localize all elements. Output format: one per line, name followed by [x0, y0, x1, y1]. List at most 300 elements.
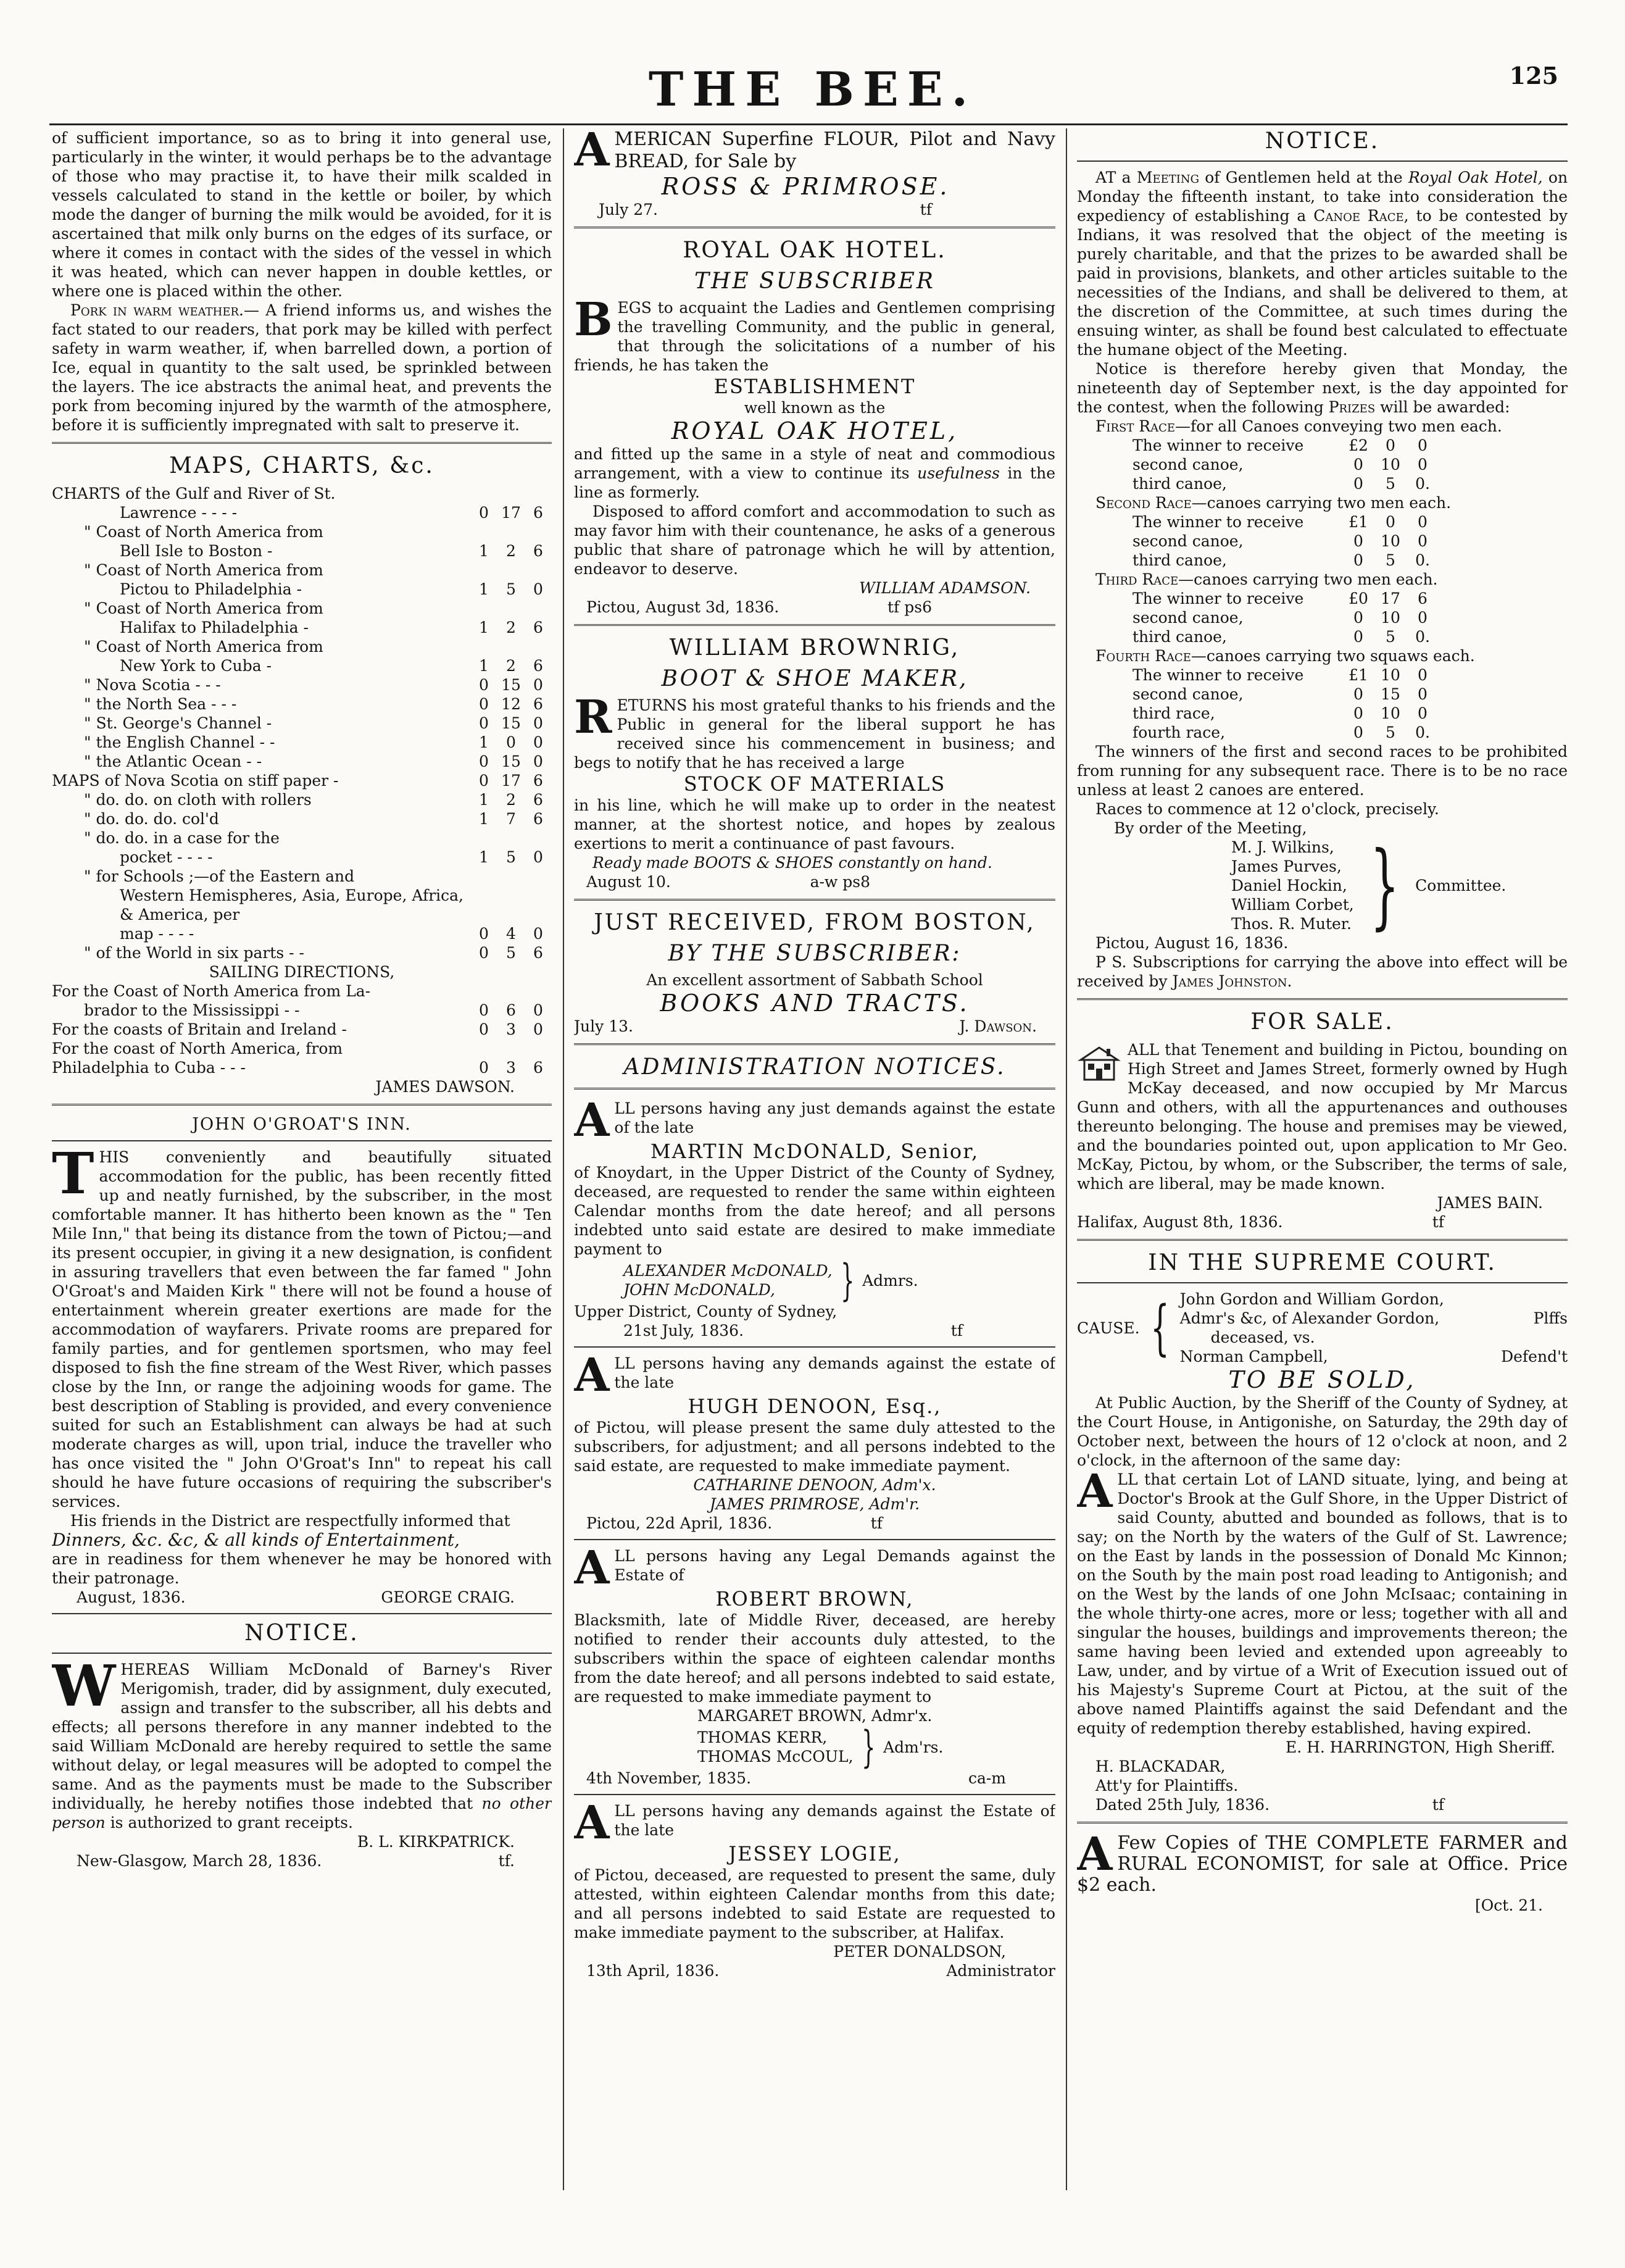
prize-shillings: 10 [1381, 532, 1400, 550]
admin-3-signer: THOMAS McCOUL, [697, 1748, 854, 1766]
admin-3-footer [574, 1769, 1055, 1788]
cause-defendant: Defend't [1501, 1348, 1568, 1365]
price-row [52, 714, 552, 733]
pork-lead: Pork in warm weather. [70, 301, 244, 319]
admin-2-text: of Pictou, will please present the same duly attested to the subscribers, for adjustment; and all persons indebted to the said estate, are requested to make immediate payment. [574, 1419, 1055, 1475]
price-pounds: 0 [479, 1001, 489, 1019]
price-shillings: 5 [506, 944, 516, 962]
notice-signature: B. L. KIRKPATRICK. [357, 1833, 515, 1851]
prize-row [1077, 704, 1568, 723]
prize-row [1077, 532, 1568, 551]
price-row [52, 790, 552, 809]
boston-signature: J. Dawson. [959, 1017, 1037, 1035]
sale-paragraph: ALL that Tenement and building in Pictou, bounding on High Street and James Street, formerly owned by Hugh McKay deceased, and now occupied by Mr Marcus Gunn and others, with all the appurtenances and outhouses thereunto belonging. The house and premises may be viewed, and the boundaries pointed out, upon application to Mr Geo. McKay, Pictou, by whom, or the Subscriber, the terms of sale, which are liberal, may be made known. [1077, 1041, 1568, 1193]
drop-cap: B [574, 293, 613, 346]
admin-1-signer: JOHN McDONALD, [623, 1281, 775, 1299]
committee-member: M. J. Wilkins, [1231, 838, 1334, 856]
price-shillings [497, 599, 525, 618]
admin-2-signer: CATHARINE DENOON, Adm'x. [693, 1476, 936, 1494]
prize-pence: 0 [1418, 436, 1428, 454]
price-pence: 6 [533, 695, 543, 713]
price-row [52, 867, 552, 886]
price-pence: 0 [533, 848, 543, 866]
price-label: " of the World in six parts - - [84, 944, 304, 962]
price-pence: 6 [533, 810, 543, 828]
admin-notice-2: ALL persons having any demands against the estate of the late [574, 1349, 1055, 1402]
boston-date: July 13. [574, 1017, 633, 1035]
prize-shillings: 10 [1381, 666, 1400, 684]
prize-row [1077, 723, 1568, 742]
sale-tf: tf [1432, 1213, 1444, 1231]
sold-footer [1077, 1795, 1568, 1814]
column-divider [1066, 128, 1067, 2190]
hotel-date: Pictou, August 3d, 1836. [586, 598, 779, 616]
prize-pence: 0. [1415, 475, 1430, 493]
cause-line: Norman Campbell, [1179, 1348, 1328, 1365]
price-row [52, 733, 552, 752]
price-pounds: 1 [479, 848, 489, 866]
prize-row [1077, 551, 1568, 570]
drop-cap: A [574, 1349, 610, 1402]
price-pence: 6 [533, 791, 543, 809]
separator [1077, 1282, 1568, 1283]
price-label: " do. do. do. col'd [84, 810, 219, 828]
price-row [52, 580, 552, 599]
cause-line: John Gordon and William Gordon, [1179, 1290, 1444, 1308]
price-shillings: 2 [506, 619, 516, 636]
price-label: Pictou to Philadelphia - [120, 580, 302, 598]
price-pence [525, 522, 552, 541]
canoe-paragraph-3: The winners of the first and second races to be prohibited from running for any subsequent race. There is to be no race unless at least 2 canoes are entered. [1077, 743, 1568, 799]
prize-pence: 0. [1415, 723, 1430, 741]
price-pounds: 1 [479, 619, 489, 636]
prize-label: third canoe, [1133, 628, 1227, 646]
prize-shillings: 0 [1386, 513, 1395, 531]
notice-paragraph: WHEREAS William McDonald of Barney's River Merigomish, trader, did by assignment, duly executed, assign and transfer to the subscriber, all his debts and effects; all persons therefore in any manner indebted to the said William McDonald are hereby required to settle the same without delay, or legal measures will be adopted to compel the same. And as the payments must be made to the Subscriber individually, he hereby notifies those indebted that no other person is authorized to grant receipts. [52, 1653, 552, 1832]
price-row [52, 752, 552, 771]
brownrig-paragraph-1: RETURNS his most grateful thanks to his friends and the Public in general for the liberal support he has received since his commencement in business; and begs to notify that he has received a large [574, 691, 1055, 772]
price-row [52, 1001, 552, 1020]
price-label: " for Schools ;—of the Eastern and [84, 867, 355, 885]
sold-date: Dated 25th July, 1836. [1095, 1796, 1270, 1814]
price-label: " Coast of North America from [84, 599, 323, 617]
inn-signature: GEORGE CRAIG. [381, 1588, 515, 1606]
price-label: For the Coast of North America from La- [52, 982, 371, 1000]
cause-line: Admr's &c, of Alexander Gordon, [1179, 1309, 1440, 1327]
sale-date: Halifax, August 8th, 1836. [1077, 1213, 1283, 1231]
price-shillings [497, 982, 525, 1001]
price-row [52, 886, 552, 924]
race-2-prizes [1077, 512, 1568, 570]
price-label: " St. George's Channel - [84, 714, 272, 732]
prize-label: The winner to receive [1133, 666, 1304, 684]
prize-row [1077, 589, 1568, 608]
price-label: For the coasts of Britain and Ireland - [52, 1020, 347, 1038]
admin-4-footer [574, 1961, 1055, 1980]
drop-cap: A [574, 128, 610, 177]
prize-label: The winner to receive [1133, 513, 1304, 531]
cause-parties [1180, 1290, 1568, 1366]
price-shillings [497, 637, 525, 656]
court-heading: IN THE SUPREME COURT. [1148, 1250, 1497, 1275]
canoe-date: Pictou, August 16, 1836. [1095, 934, 1289, 952]
prize-pounds: £0 [1349, 590, 1368, 607]
price-shillings: 7 [506, 810, 516, 828]
price-shillings: 3 [506, 1059, 516, 1077]
drop-cap: T [52, 1140, 94, 1207]
prize-pounds: £1 [1349, 513, 1368, 531]
brownrig-date: August 10. [586, 873, 671, 891]
inn-paragraph: THIS conveniently and beautifully situated accommodation for the public, has been recently fitted up and neatly furnished, by the subscriber, in the most comfortable manner. It has hitherto been known as the " Ten Mile Inn," that being its distance from the town of Pictou;—and its present occupier, in giving it a new designation, is confident in assuring travellers that even between the far famed " John O'Groat's and Maiden Kirk " there will not be found a house of entertainment wherein greater exertions are made for the accommodation of wayfarers. Private rooms are prepared for family parties, and for gentlemen sportsmen, who may feel disposed to fish the fine stream of the West River, which passes close by the Inn, or range the adjoining woods for game. The best description of Stabling is provided, and every convenience suited for such an Establishment can always be had at such moderate charges as will, upon trial, induce the traveller who has once visited the " John O'Groat's Inn" to repeat his call should he have future occasions of requiring the subscriber's services. [52, 1140, 552, 1511]
prize-shillings: 5 [1386, 475, 1395, 493]
sailing-heading: SAILING DIRECTIONS, [209, 963, 395, 981]
admin-heading: ADMINISTRATION NOTICES. [623, 1054, 1006, 1080]
price-pounds: 0 [479, 1020, 489, 1038]
price-pence: 6 [533, 619, 543, 636]
price-pence: 0 [533, 753, 543, 770]
canoe-notice-heading: NOTICE. [1265, 128, 1380, 154]
separator [574, 1539, 1055, 1540]
price-row [52, 771, 552, 790]
sale-signature: JAMES BAIN. [1437, 1194, 1543, 1212]
price-row [52, 522, 552, 541]
price-pounds [470, 522, 497, 541]
price-shillings [497, 828, 525, 848]
prize-pence: 0. [1415, 628, 1430, 646]
separator [1077, 161, 1568, 162]
separator [1077, 1239, 1568, 1243]
hotel-paragraph-2: and fitted up the same in a style of neat and commodious arrangement, with a view to continue its usefulness in the line as formerly. [574, 445, 1055, 501]
prize-shillings: 0 [1386, 436, 1395, 454]
sheriff-signature: E. H. HARRINGTON, High Sheriff. [1285, 1738, 1555, 1756]
admin-3-signer: THOMAS KERR, [697, 1728, 828, 1746]
price-row [52, 943, 552, 962]
prize-pounds: £2 [1349, 436, 1368, 454]
attorney-role: Att'y for Plaintiffs. [1095, 1777, 1239, 1795]
admin-4-name: JESSEY LOGIE, [728, 1842, 901, 1866]
house-icon [1077, 1044, 1121, 1082]
column-2 [574, 128, 1055, 1980]
brownrig-paragraph-2: in his line, which he will make up to order in the neatest manner, at the shortest notice, and hopes by zealous exertions to merit a continuance of past favours. [574, 796, 1055, 853]
separator [574, 227, 1055, 230]
drop-cap: A [574, 1541, 610, 1595]
masthead-title: THE BEE. [648, 62, 977, 117]
inn-patronage: are in readiness for them whenever he may be honored with their patronage. [52, 1550, 552, 1587]
prize-row [1077, 512, 1568, 532]
price-pence: 6 [533, 944, 543, 962]
committee-member: William Corbet, [1231, 896, 1354, 914]
admin-2-name: HUGH DENOON, Esq., [688, 1395, 942, 1418]
header-rule [49, 123, 1568, 125]
price-label: MAPS of Nova Scotia on stiff paper - [52, 772, 339, 790]
price-row [52, 809, 552, 828]
price-pounds: 0 [479, 772, 489, 790]
price-shillings: 2 [506, 791, 516, 809]
price-label: Western Hemispheres, Asia, Europe, Africa, & America, per [120, 886, 464, 923]
sold-paragraph-2: ALL that certain Lot of LAND situate, lying, and being at Doctor's Brook at the Gulf Shore, in the Upper District of said County, abutted and bounded as follows, that is to say; on the North by the waters of the Gulf of St. Lawrence; on the East by lands in the possession of Donald Mc Kinnon; on the South by the main post road leading to Antigonish; and on the West by the lands of one John McIsaac; containing in the whole thirty-one acres, more or less; together with all and singular the houses, buildings and improvements thereon; the same having been levied and extended upon agreeably to Law, under, and by virtue of a Writ of Execution issued out of his Majesty's Supreme Court at Pictou, at the suit of the above named Plaintiffs against the said Defendant and the equity of redemption thereby established, having expired. [1077, 1465, 1568, 1737]
admin-3-role: Adm'rs. [883, 1738, 944, 1756]
prize-row [1077, 627, 1568, 646]
price-label: Halifax to Philadelphia - [120, 619, 309, 636]
prize-row [1077, 608, 1568, 627]
admin-notice-4: ALL persons having any demands against the Estate of the late [574, 1796, 1055, 1849]
admin-3-text: Blacksmith, late of Middle River, deceased, are hereby notified to render their accounts duly attested, to the subscribers within the space of eighteen calendar months from the date hereof; and all persons indebted to said estate, are requested to make immediate payment to [574, 1611, 1055, 1706]
prize-pence: 0. [1415, 551, 1430, 569]
price-pence [525, 982, 552, 1001]
maps-price-list [52, 484, 552, 962]
flour-tf: tf [920, 201, 932, 219]
prize-pence: 0 [1418, 666, 1428, 684]
price-label: For the coast of North America, from [52, 1040, 343, 1057]
column-divider [563, 128, 564, 2190]
price-row [52, 484, 552, 503]
drop-cap: W [52, 1653, 116, 1719]
price-pounds [470, 1039, 497, 1058]
committee-member: James Purves, [1231, 857, 1342, 875]
flour-date: July 27. [599, 201, 658, 219]
price-label: Lawrence - - - - [120, 504, 238, 522]
committee-label: Committee. [1415, 877, 1507, 894]
price-row [52, 1058, 552, 1077]
hotel-name: ROYAL OAK HOTEL, [671, 417, 958, 444]
flour-ad: AMERICAN Superfine FLOUR, Pilot and Navy BREAD, for Sale by [574, 128, 1055, 177]
prize-label: third race, [1133, 704, 1215, 722]
committee-member: Daniel Hockin, [1231, 877, 1347, 894]
hotel-footer [574, 598, 1055, 617]
hotel-establishment: ESTABLISHMENT [713, 375, 916, 398]
race-2-heading: Second Race—canoes carrying two men each. [1095, 494, 1452, 512]
price-pence [525, 637, 552, 656]
cause-block [1077, 1290, 1568, 1366]
prize-shillings: 17 [1381, 590, 1400, 607]
prize-row [1077, 685, 1568, 704]
admin-3-tf: ca-m [968, 1769, 1006, 1787]
price-pounds [470, 867, 497, 886]
flour-footer [574, 200, 1055, 219]
price-pence: 0 [533, 925, 543, 943]
separator [574, 624, 1055, 628]
price-shillings [497, 484, 525, 503]
hotel-subheading: THE SUBSCRIBER [694, 269, 935, 294]
farmer-ad: A Few Copies of THE COMPLETE FARMER and RURAL ECONOMIST, for sale at Office. Price $2 each. [1077, 1828, 1568, 1896]
price-row [52, 982, 552, 1001]
price-row [52, 924, 552, 943]
price-pounds: 0 [479, 753, 489, 770]
drop-cap: R [574, 691, 612, 744]
price-shillings: 0 [506, 733, 516, 751]
price-shillings: 4 [506, 925, 516, 943]
brownrig-ready: Ready made BOOTS & SHOES constantly on hand. [592, 854, 992, 872]
prize-label: second canoe, [1133, 532, 1244, 550]
prize-label: fourth race, [1133, 723, 1226, 741]
admin-1-signers [574, 1255, 1055, 1306]
inn-heading: JOHN O'GROAT'S INN. [192, 1115, 412, 1134]
price-pence [525, 599, 552, 618]
price-shillings [497, 1039, 525, 1058]
separator [52, 1104, 552, 1107]
admin-1-role: Admrs. [862, 1271, 918, 1290]
admin-2-tf: tf [870, 1514, 883, 1532]
price-shillings [497, 867, 525, 886]
prize-row [1077, 474, 1568, 493]
price-pence: 6 [533, 657, 543, 675]
price-shillings [497, 561, 525, 580]
inn-friends: His friends in the District are respectfully informed that [70, 1512, 510, 1530]
notice-tf: tf. [498, 1852, 515, 1870]
prize-pounds: 0 [1353, 723, 1363, 741]
price-pence: 6 [533, 542, 543, 560]
separator [574, 899, 1055, 903]
hotel-known: well known as the [744, 399, 886, 417]
admin-4-date: 13th April, 1836. [586, 1962, 720, 1980]
admin-1-name: MARTIN McDONALD, Senior, [650, 1140, 979, 1163]
brace: { [1150, 1293, 1170, 1362]
drop-cap: A [574, 1094, 610, 1147]
price-label: Bell Isle to Boston - [120, 542, 273, 560]
price-pounds [470, 561, 497, 580]
price-shillings: 2 [506, 657, 516, 675]
sold-paragraph-1: At Public Auction, by the Sheriff of the County of Sydney, at the Court House, in Antigonishe, on Saturday, the 29th day of October next, between the hours of 12 o'clock at noon, and 2 o'clock, in the afternoon of the same day: [1077, 1394, 1568, 1469]
separator [52, 1140, 552, 1141]
prize-shillings: 10 [1381, 456, 1400, 473]
price-pence: 0 [533, 1020, 543, 1038]
price-shillings: 15 [501, 676, 521, 694]
price-pence: 6 [533, 772, 543, 790]
price-label: " do. do. in a case for the [84, 829, 280, 847]
maps-signature: JAMES DAWSON. [375, 1078, 515, 1096]
price-shillings [497, 886, 525, 924]
price-pounds: 0 [479, 925, 489, 943]
admin-1-signer: ALEXANDER McDONALD, [623, 1262, 833, 1280]
prize-row [1077, 665, 1568, 685]
boston-books: BOOKS AND TRACTS. [660, 990, 970, 1017]
admin-3-date: 4th November, 1835. [586, 1769, 752, 1787]
price-pounds [470, 828, 497, 848]
prize-shillings: 10 [1381, 609, 1400, 627]
sold-heading: TO BE SOLD, [1228, 1366, 1416, 1393]
price-pounds [470, 982, 497, 1001]
attorney-name: H. BLACKADAR, [1095, 1757, 1226, 1775]
price-pence [525, 1039, 552, 1058]
price-shillings: 15 [501, 714, 521, 732]
separator [574, 1088, 1055, 1091]
price-pounds [470, 886, 497, 924]
notice-heading: NOTICE. [244, 1620, 359, 1646]
prize-shillings: 5 [1386, 723, 1395, 741]
price-pounds [470, 637, 497, 656]
separator [574, 1794, 1055, 1795]
hotel-tf: tf ps6 [887, 598, 932, 616]
admin-2-footer [574, 1514, 1055, 1533]
sale-footer [1077, 1212, 1568, 1232]
price-pounds: 1 [479, 733, 489, 751]
price-label: " the Atlantic Ocean - - [84, 753, 262, 770]
prize-pounds: 0 [1353, 609, 1363, 627]
brownrig-stock: STOCK OF MATERIALS [683, 772, 946, 796]
price-pence [525, 867, 552, 886]
sold-tf: tf [1432, 1796, 1444, 1814]
price-row [52, 694, 552, 714]
price-pounds [470, 599, 497, 618]
prize-pence: 0 [1418, 685, 1428, 703]
price-label: " Coast of North America from [84, 523, 323, 541]
boston-text: An excellent assortment of Sabbath School [646, 971, 983, 989]
committee-list [1231, 838, 1354, 933]
price-pence [525, 484, 552, 503]
brownrig-subheading: BOOT & SHOE MAKER, [661, 666, 968, 691]
prize-pence: 0 [1418, 513, 1428, 531]
price-shillings: 15 [501, 753, 521, 770]
price-pounds: 0 [479, 695, 489, 713]
race-4-heading: Fourth Race—canoes carrying two squaws each. [1095, 647, 1475, 665]
price-pounds: 0 [479, 944, 489, 962]
price-pence: 0 [533, 1001, 543, 1019]
price-pounds: 0 [479, 1059, 489, 1077]
price-pence [525, 828, 552, 848]
price-label: " the English Channel - - [84, 733, 275, 751]
prize-label: second canoe, [1133, 685, 1244, 703]
inn-dinners: Dinners, &c. &c, & all kinds of Entertainment, [52, 1530, 460, 1550]
price-label: New York to Cuba - [120, 657, 272, 675]
separator [1077, 1822, 1568, 1825]
separator [52, 1613, 552, 1614]
hotel-heading: ROYAL OAK HOTEL. [683, 238, 947, 263]
cause-line: deceased, vs. [1210, 1328, 1315, 1346]
price-pounds: 1 [479, 580, 489, 598]
separator [574, 1346, 1055, 1348]
price-label: Philadelphia to Cuba - - - [52, 1059, 246, 1077]
separator [574, 1043, 1055, 1047]
notice-footer [52, 1851, 552, 1870]
prize-pence: 0 [1418, 456, 1428, 473]
price-row [52, 561, 552, 580]
price-row [52, 828, 552, 848]
separator [52, 442, 552, 446]
admin-2-date: Pictou, 22d April, 1836. [586, 1514, 773, 1532]
prize-pounds: 0 [1353, 456, 1363, 473]
price-shillings: 5 [506, 580, 516, 598]
brace: } [861, 1722, 875, 1772]
prize-pounds: £1 [1349, 666, 1368, 684]
prize-pence: 6 [1418, 590, 1428, 607]
admin-1-footer [574, 1321, 1055, 1340]
admin-3-signers [574, 1722, 1055, 1772]
price-label: " the North Sea - - - [84, 695, 237, 713]
race-3-heading: Third Race—canoes carrying two men each. [1095, 570, 1438, 588]
price-pence: 0 [533, 714, 543, 732]
admin-1-date: 21st July, 1836. [623, 1322, 744, 1340]
admin-3-name: ROBERT BROWN, [715, 1587, 914, 1611]
race-1-prizes [1077, 436, 1568, 493]
prize-label: The winner to receive [1133, 590, 1304, 607]
prize-shillings: 5 [1386, 628, 1395, 646]
hotel-signature: WILLIAM ADAMSON. [859, 579, 1031, 597]
price-label: CHARTS of the Gulf and River of St. [52, 485, 336, 502]
canoe-paragraph-2: Notice is therefore hereby given that Monday, the nineteenth day of September next, is the day appointed for the contest, when the following Prizes will be awarded: [1077, 360, 1568, 416]
price-shillings: 17 [501, 504, 521, 522]
hotel-paragraph-1: BEGS to acquaint the Ladies and Gentlemen comprising the travelling Community, and the public in general, that through the solicitations of a number of his friends, he has taken the [574, 293, 1055, 374]
prize-pence: 0 [1418, 532, 1428, 550]
prize-pounds: 0 [1353, 551, 1363, 569]
inn-footer [52, 1588, 552, 1607]
prize-label: The winner to receive [1133, 436, 1304, 454]
prize-pounds: 0 [1353, 628, 1363, 646]
cause-plaintiffs: Plffs [1533, 1309, 1568, 1327]
price-pence: 0 [533, 733, 543, 751]
price-shillings: 6 [506, 1001, 516, 1019]
pork-text: — A friend informs us, and wishes the fact stated to our readers, that pork may be killed with perfect safety in warm weather, if, when barrelled down, a portion of Ice, equal in quantity to the salt used, be sprinkled between the layers. The ice abstracts the animal heat, and prevents the pork from becoming injured by the warmth of the atmosphere, before it is sufficiently impregnated with salt to preserve it. [52, 301, 552, 434]
race-4-prizes [1077, 665, 1568, 742]
